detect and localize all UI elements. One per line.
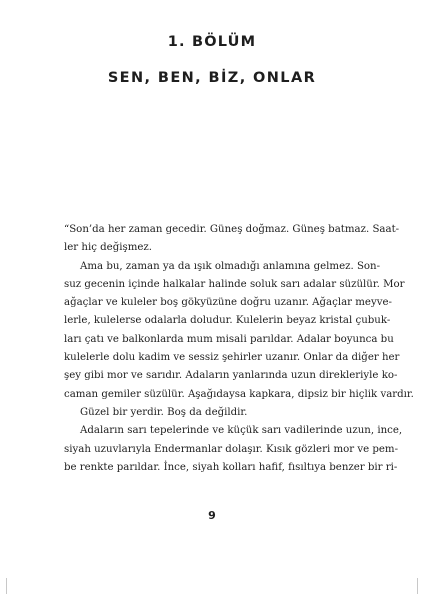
crop-mark (6, 578, 7, 594)
paragraph (64, 221, 400, 258)
text-line: lerle, kulelerse odalarla doludur. Kulelerin beyaz kristal çubuk- (64, 315, 391, 327)
paragraph (64, 258, 414, 404)
paragraph (64, 404, 363, 422)
text-line: şey gibi mor ve sarıdır. Adaların yanlarında uzun direkleriyle ko- (64, 370, 398, 382)
text-line: ler hiç değişmez. (64, 242, 153, 254)
page-number: 9 (208, 509, 216, 522)
text-line: kulelerle dolu kadim ve sessiz şehirler uzanır. Onlar da diğer her (64, 352, 400, 364)
text-line: siyah uzuvlarıyla Endermanlar dolaşır. Kısık gözleri mor ve pem- (64, 443, 399, 455)
text-line: Güzel bir yerdir. Boş da değildir. (80, 406, 248, 418)
text-line: caman gemiler süzülür. Aşağıdaysa kapkara, dipsiz bir hiçlik vardır. (64, 388, 414, 400)
crop-mark (417, 578, 418, 594)
text-line: suz gecenin içinde halkalar halinde soluk sarı adalar süzülür. Mor (64, 278, 405, 290)
paragraph (64, 422, 403, 477)
text-line: be renkte parıldar. İnce, siyah kolları hafif, fısıltıya benzer bir ri- (64, 461, 398, 473)
text-line: “Son’da her zaman gecedir. Güneş doğmaz. Güneş batmaz. Saat- (64, 224, 400, 235)
text-line: ağaçlar ve kuleler boş gökyüzüne doğru uzanır. Ağaçlar meyve- (64, 297, 392, 309)
chapter-title: SEN, BEN, BİZ, ONLAR (107, 70, 317, 86)
body-text (64, 221, 414, 477)
text-line: ları çatı ve balkonlarda mum misali parıldar. Adalar boyunca bu (64, 333, 394, 345)
chapter-number: 1. BÖLÜM (167, 34, 257, 50)
text-line: Adaların sarı tepelerinde ve küçük sarı vadilerinde uzun, ince, (80, 425, 403, 437)
text-line: Ama bu, zaman ya da ışık olmadığı anlamına gelmez. Son- (80, 260, 381, 272)
